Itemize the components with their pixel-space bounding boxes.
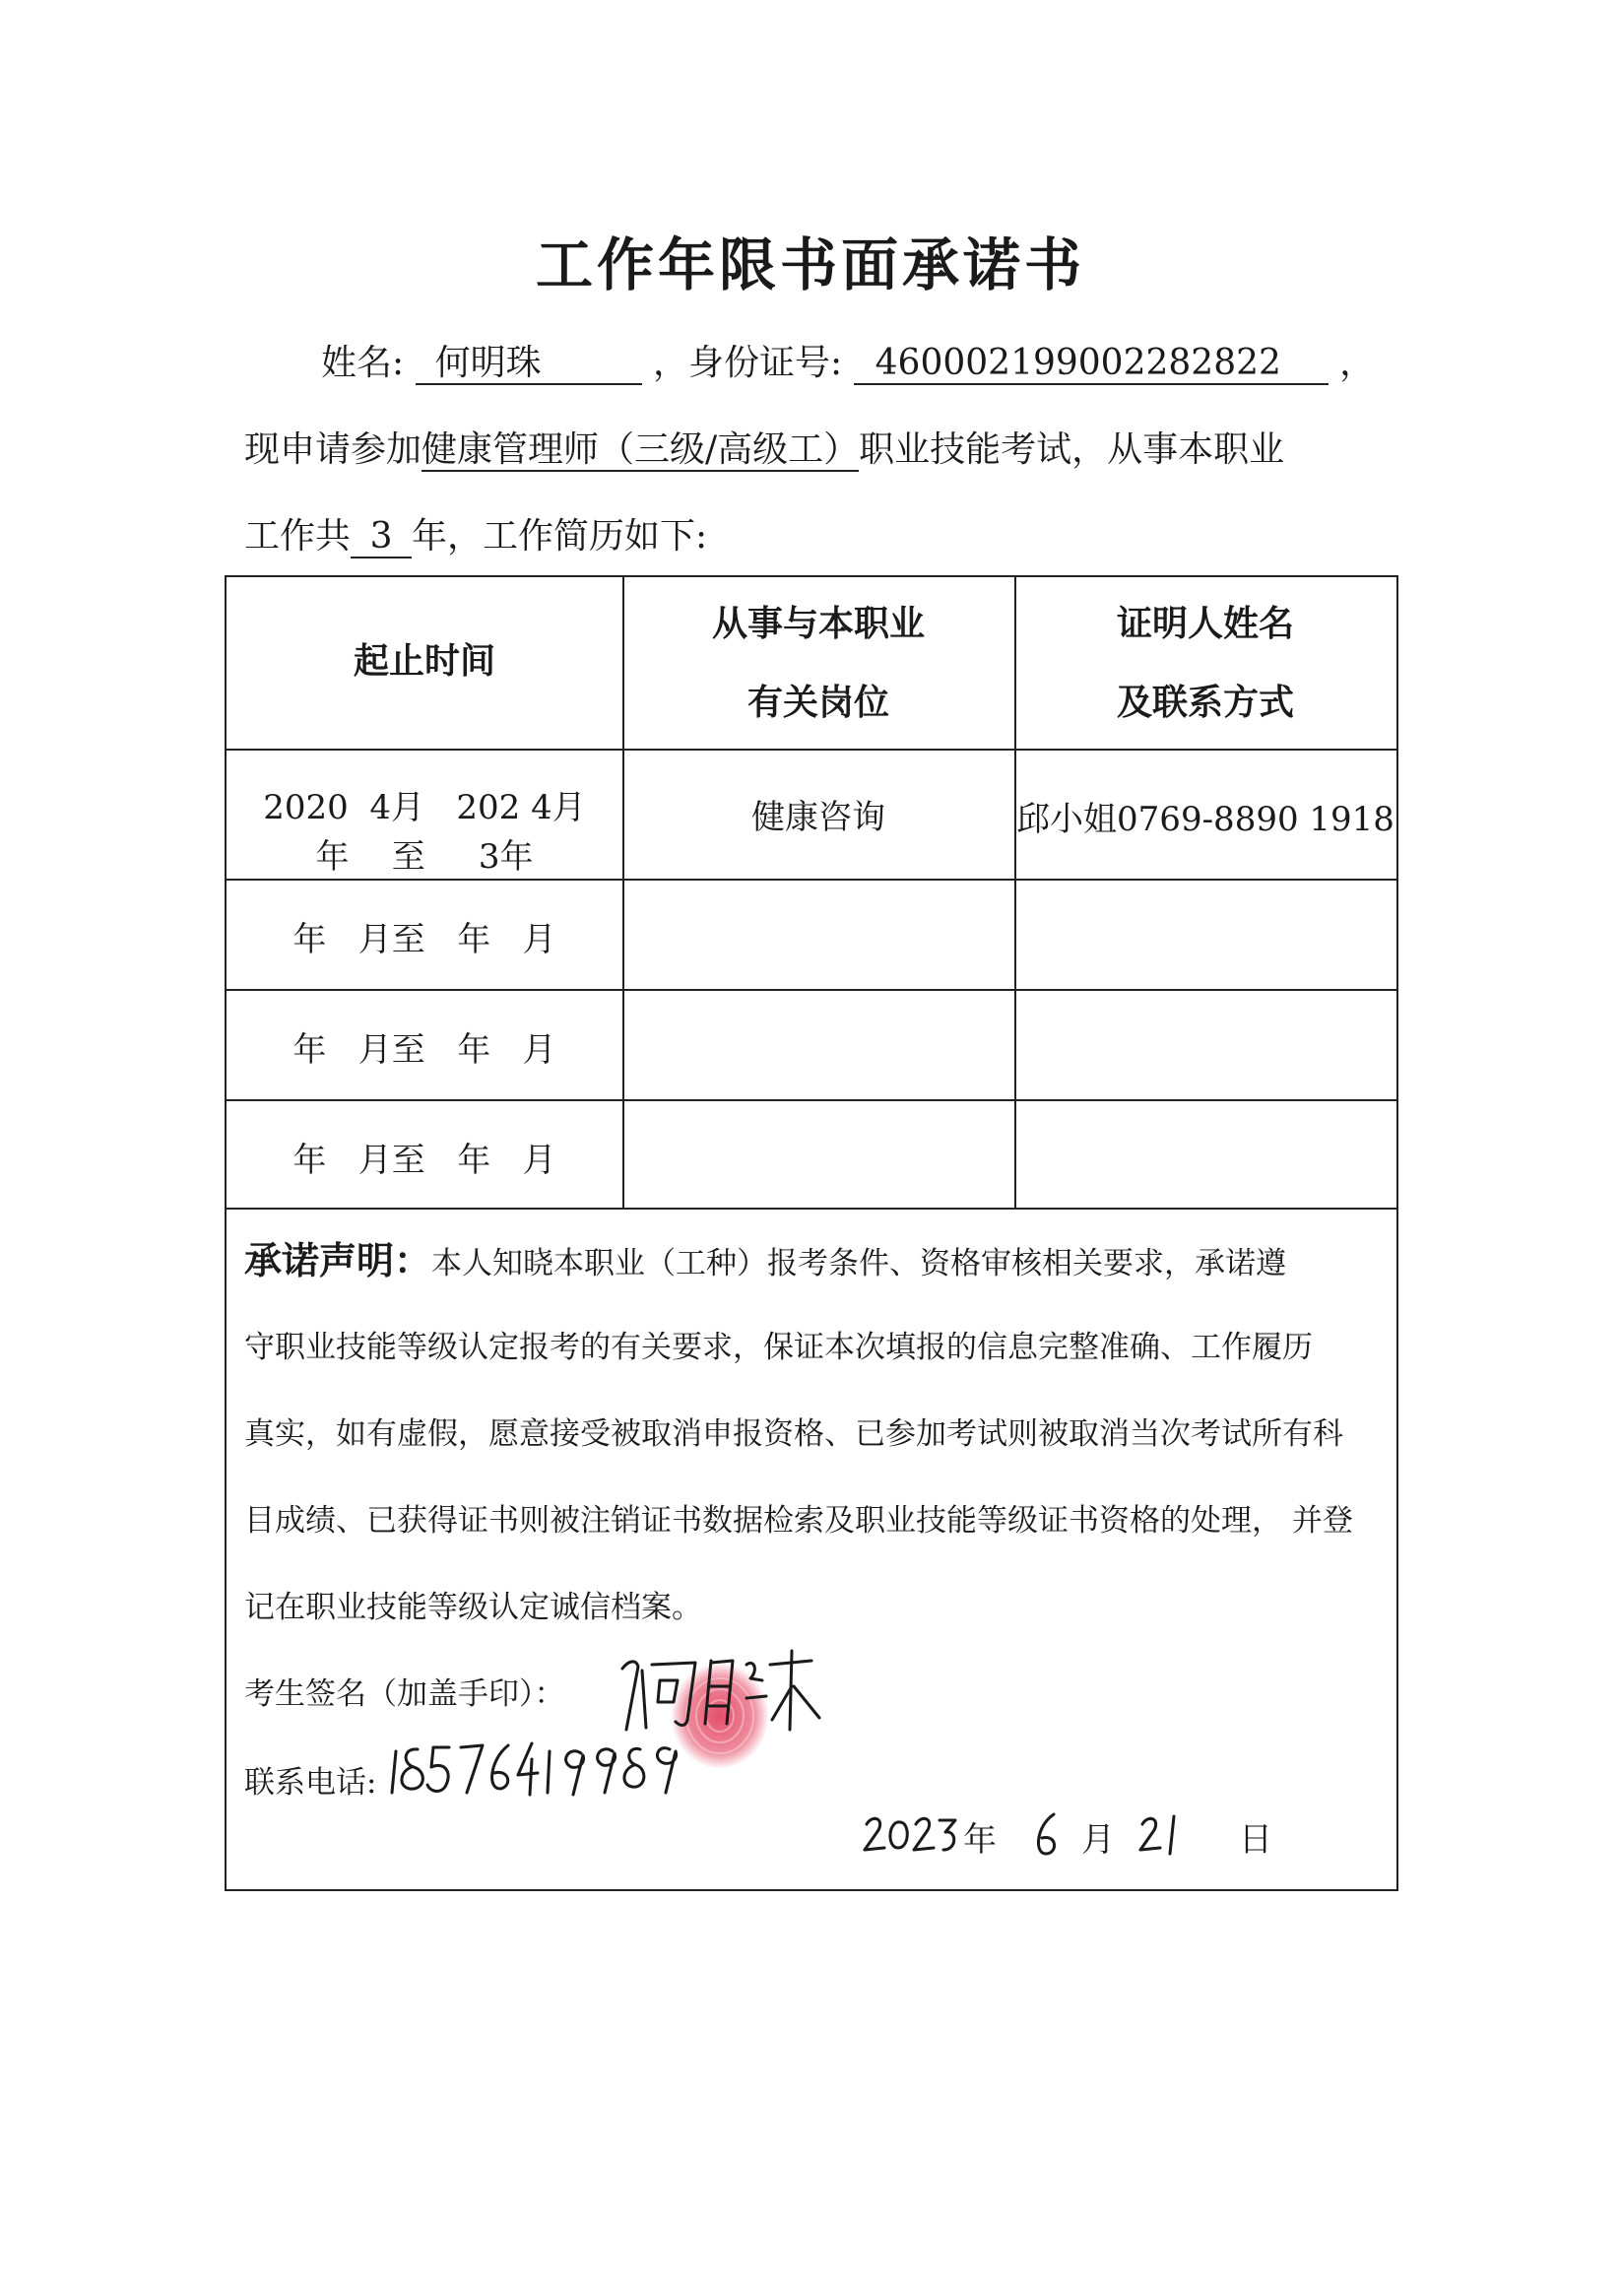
date-year-label: 年 [963, 1820, 997, 1860]
years-prefix: 工作共 [244, 516, 352, 557]
pledge-line1 [244, 1217, 1377, 1307]
row1-period-top: 2020 4月 202 4月 [263, 788, 586, 827]
exam-prefix: 现申请参加 [244, 429, 422, 470]
sign-label: 考生签名（加盖手印）： [244, 1676, 565, 1712]
exam-line [244, 422, 1284, 472]
header-position-line1: 从事与本职业 [711, 604, 925, 644]
header-witness-line1: 证明人姓名 [1116, 604, 1294, 644]
row1-witness: 邱小姐0769-8890 1918 [1016, 800, 1394, 839]
years-line [244, 508, 707, 558]
row3-period: 年 月至 年 月 [292, 1030, 556, 1070]
date-month-label: 月 [1081, 1820, 1115, 1860]
handwritten-signature [609, 1641, 835, 1739]
header-period: 起止时间 [353, 641, 495, 682]
pledge-line4: 目成绩、已获得证书则被注销证书数据检索及职业技能等级证书资格的处理， 并登 [244, 1503, 1353, 1539]
document-title: 工作年限书面承诺书 [535, 231, 1085, 298]
name-label: 姓名: [321, 343, 405, 383]
header-witness-line2: 及联系方式 [1116, 683, 1294, 723]
exam-name: 健康管理师（三级/高级工） [421, 429, 859, 472]
years-suffix: 年，工作简历如下: [412, 516, 708, 557]
id-value: 460002199002282822 [854, 343, 1329, 385]
row1-period-bottom: 年 至 3年 [315, 837, 534, 877]
pledge-text-1: 本人知晓本职业（工种）报考条件、资格审核相关要求，承诺遵 [431, 1246, 1287, 1281]
years-value: 3 [351, 516, 412, 558]
row1-position: 健康咨询 [751, 798, 885, 837]
name-id-line [321, 335, 1375, 385]
exam-suffix: 职业技能考试，从事本职业 [859, 429, 1285, 470]
resume-table [225, 575, 1398, 1891]
id-label: ，身份证号: [653, 343, 843, 383]
pledge-line2: 守职业技能等级认定报考的有关要求，保证本次填报的信息完整准确、工作履历 [244, 1330, 1313, 1365]
handwritten-year [861, 1806, 959, 1866]
id-suffix: ， [1339, 343, 1376, 383]
row2-period: 年 月至 年 月 [292, 920, 556, 959]
pledge-line5: 记在职业技能等级认定诚信档案。 [244, 1590, 702, 1625]
date-row [861, 1806, 1393, 1866]
pledge-heading: 承诺声明： [244, 1239, 432, 1282]
handwritten-month [1028, 1806, 1068, 1866]
date-day-label: 日 [1239, 1820, 1272, 1860]
pledge-line3: 真实，如有虚假，愿意接受被取消申报资格、已参加考试则被取消当次考试所有科 [244, 1416, 1343, 1452]
phone-label: 联系电话: [244, 1765, 377, 1801]
name-value: 何明珠 [416, 343, 642, 385]
handwritten-day [1138, 1806, 1188, 1866]
row4-period: 年 月至 年 月 [292, 1141, 556, 1180]
header-position-line2: 有关岗位 [746, 683, 889, 723]
handwritten-phone [388, 1730, 683, 1808]
